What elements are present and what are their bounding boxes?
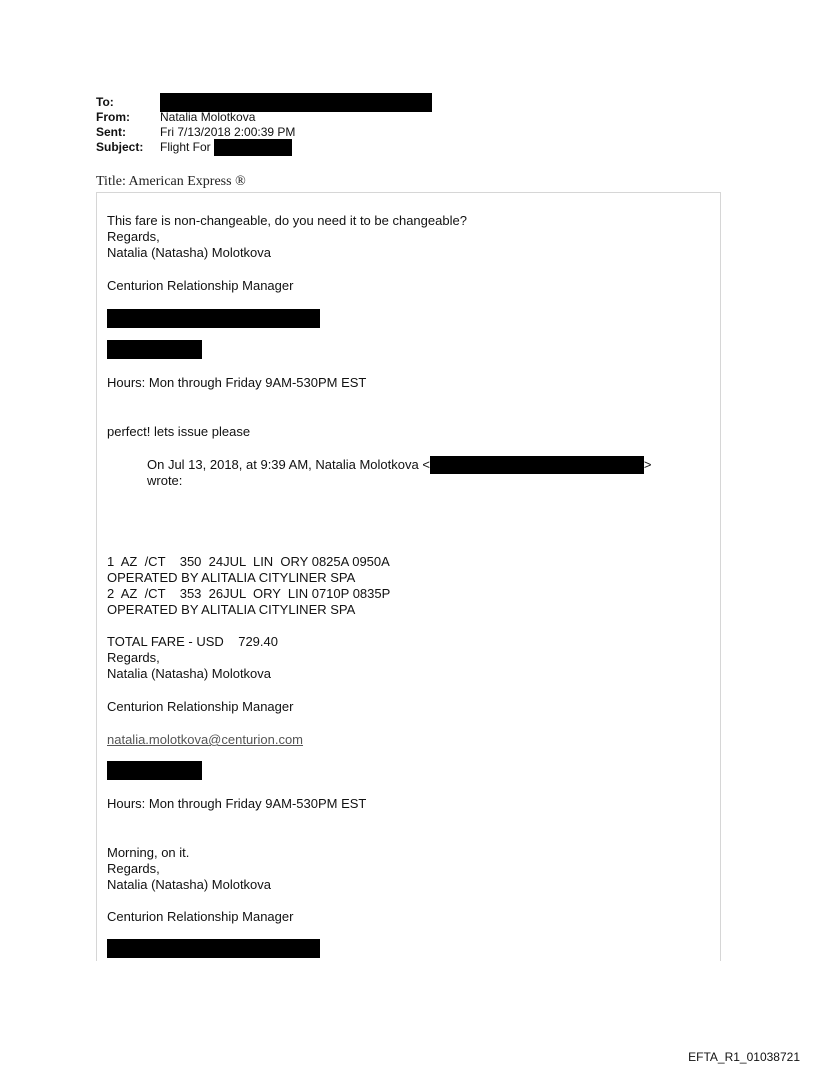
subject-value: Flight For <box>160 140 211 154</box>
quote-prefix: On Jul 13, 2018, at 9:39 AM, Natalia Molotkova < <box>147 457 430 472</box>
regards-text: Regards, <box>107 650 160 665</box>
document-title: Title: American Express ® <box>96 174 246 189</box>
message-text: This fare is non-changeable, do you need it to be changeable? <box>107 213 467 228</box>
email-link[interactable]: natalia.molotkova@centurion.com <box>107 732 304 747</box>
bates-number: EFTA_R1_01038721 <box>688 1050 800 1064</box>
itinerary-operator-1: OPERATED BY ALITALIA CITYLINER SPA <box>107 570 356 585</box>
signature-name: Natalia (Natasha) Molotkova <box>107 666 272 681</box>
hours-text: Hours: Mon through Friday 9AM-530PM EST <box>107 796 367 811</box>
signature-role: Centurion Relationship Manager <box>107 699 294 714</box>
itinerary-segment-2: 2 AZ /CT 353 26JUL ORY LIN 0710P 0835P <box>107 586 391 601</box>
redaction-block <box>214 139 292 156</box>
redaction-block <box>107 939 320 958</box>
redaction-block <box>107 340 202 359</box>
itinerary-operator-2: OPERATED BY ALITALIA CITYLINER SPA <box>107 602 356 617</box>
total-fare: TOTAL FARE - USD 729.40 <box>107 634 278 649</box>
redaction-block <box>107 761 202 780</box>
redaction-block <box>107 309 320 328</box>
message-text: Morning, on it. <box>107 845 190 860</box>
reply-text: perfect! lets issue please <box>107 424 251 439</box>
itinerary-segment-1: 1 AZ /CT 350 24JUL LIN ORY 0825A 0950A <box>107 554 390 569</box>
signature-name: Natalia (Natasha) Molotkova <box>107 877 272 892</box>
subject-label: Subject: <box>96 140 144 154</box>
regards-text: Regards, <box>107 861 160 876</box>
quote-suffix: > <box>643 457 652 472</box>
hours-text: Hours: Mon through Friday 9AM-530PM EST <box>107 375 367 390</box>
signature-role: Centurion Relationship Manager <box>107 278 294 293</box>
regards-text: Regards, <box>107 229 160 244</box>
from-label: From: <box>96 110 130 124</box>
signature-name: Natalia (Natasha) Molotkova <box>107 245 272 260</box>
redaction-block <box>430 456 644 474</box>
quote-wrote: wrote: <box>147 473 183 488</box>
sent-value: Fri 7/13/2018 2:00:39 PM <box>160 125 296 139</box>
email-body-frame <box>96 192 721 961</box>
quote-header <box>147 457 652 474</box>
to-label: To: <box>96 95 114 109</box>
from-value: Natalia Molotkova <box>160 110 256 124</box>
signature-role: Centurion Relationship Manager <box>107 909 294 924</box>
sent-label: Sent: <box>96 125 126 139</box>
